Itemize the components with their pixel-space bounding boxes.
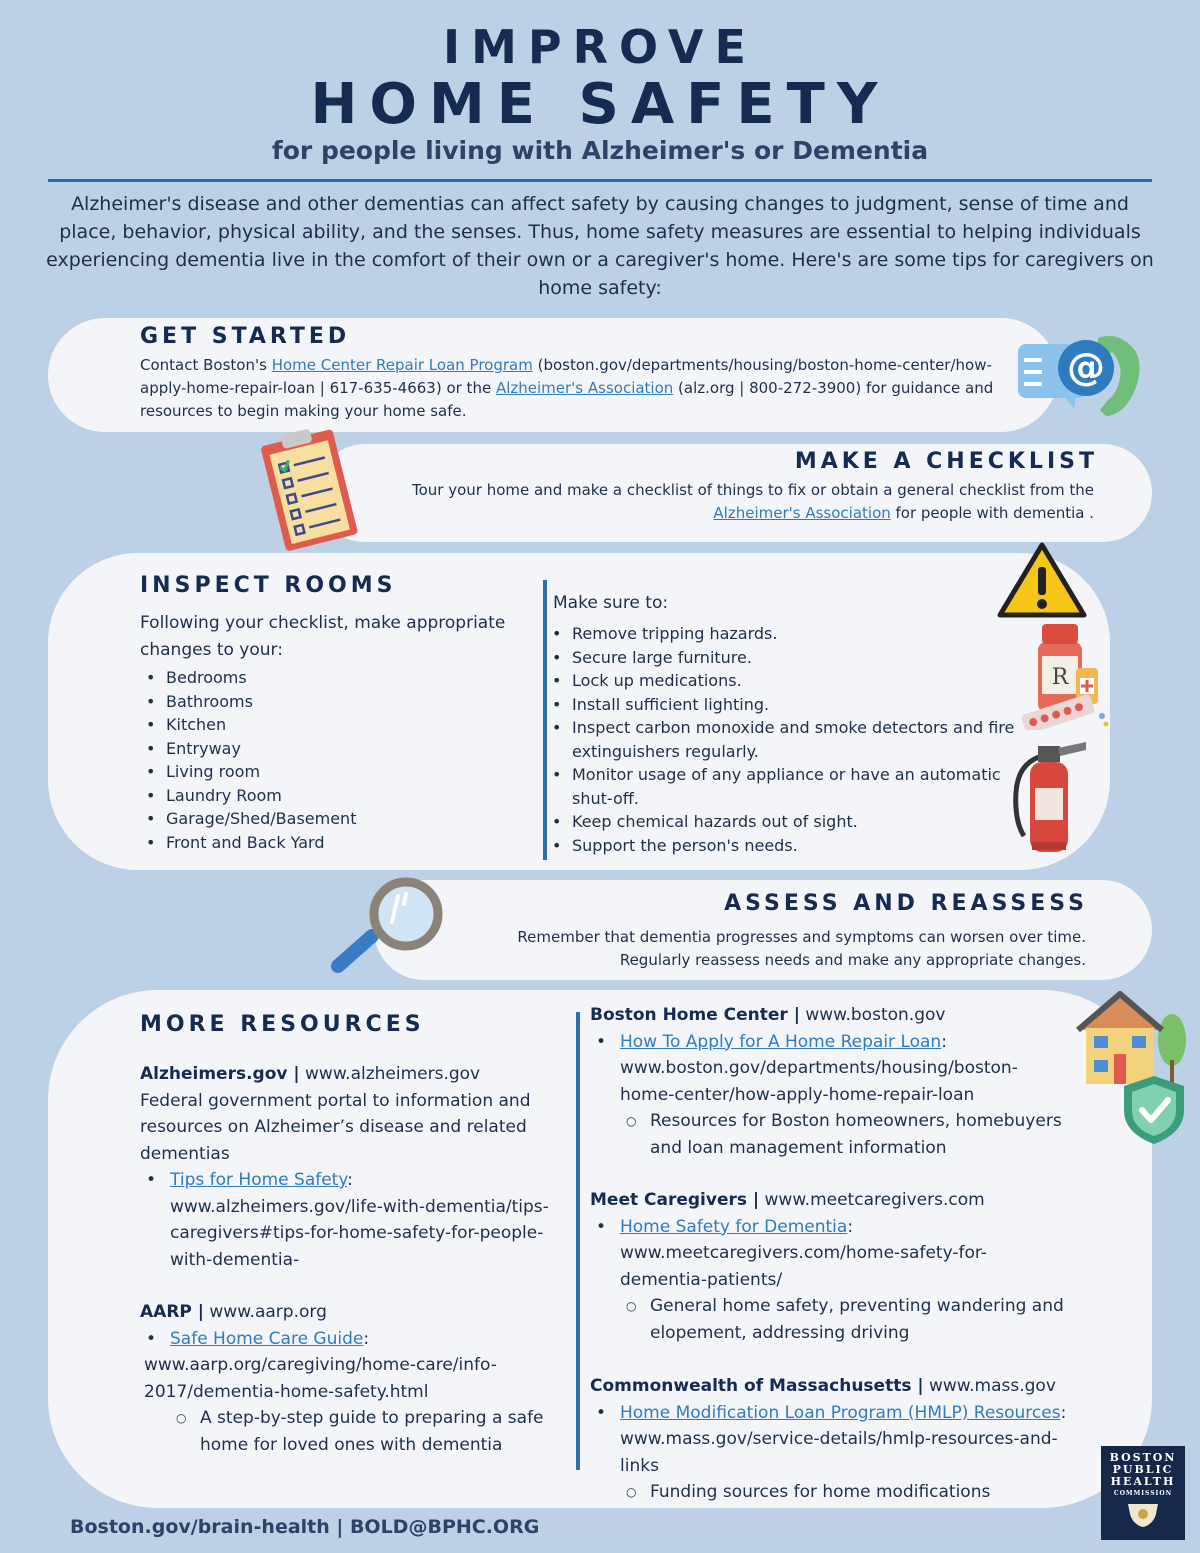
resources-divider [576,1012,580,1470]
checklist-text: Tour your home and make a checklist of things to fix or obtain a general checklist from the Alzheimer's Association for people with dementia . [411,481,1094,522]
list-item: • Support the person's needs. [546,834,1028,858]
home-center-repair-loan-link[interactable]: Home Center Repair Loan Program [271,356,533,374]
get-started-text: Contact Boston's Home Center Repair Loan Program (boston.gov/departments/housing/boston-home-center/how-apply-home-repair-loan | 617-635-4663) or the Alzheimer's Association (alz.org | 800-272-3900) for guidance and resources to begin making your home safe. [140,356,994,420]
list-item: • Lock up medications. [546,669,1028,693]
list-item: • Entryway [140,737,520,761]
title-divider [48,179,1152,182]
get-started-heading: GET STARTED [140,324,351,349]
list-item: • How To Apply for A Home Repair Loan: www.boston.gov/departments/housing/boston-home-center/how-apply-home-repair-loan [590,1029,1070,1109]
list-item: • Living room [140,760,520,784]
subtitle: for people living with Alzheimer's or Dementia [271,136,929,165]
alzheimers-association-checklist-link[interactable]: Alzheimer's Association [713,504,891,522]
svg-text:R: R [1051,665,1069,690]
seal-icon [1126,1500,1160,1528]
checklist-panel [316,444,1152,542]
shield-check-icon [1120,1074,1188,1146]
safe-home-care-guide-link[interactable]: Safe Home Care Guide [170,1328,364,1349]
list-item: • Home Modification Loan Program (HMLP) Resources: www.mass.gov/service-details/hmlp-resources-and-links [590,1400,1070,1480]
list-item: • Kitchen [140,713,520,737]
alzheimers-gov-resource: Alzheimers.gov | www.alzheimers.gov Federal government portal to information and resources on Alzheimer’s disease and related dementias • Tips for Home Safety: www.alzheimers.gov/life-with-dementia/tips-caregivers#tips-for-home-safety-for-people-with-dementia- [140,1061,570,1273]
title-line-2: HOME SAFETY [310,72,890,137]
list-item: • Bedrooms [140,666,520,690]
list-item: • Remove tripping hazards. [546,622,1028,646]
list-item: • Secure large furniture. [546,646,1028,670]
safety-tips-list [546,622,1028,857]
checklist-heading: MAKE A CHECKLIST [794,449,1098,474]
fire-extinguisher-icon [1008,738,1090,856]
home-repair-loan-link[interactable]: How To Apply for A Home Repair Loan [620,1031,942,1052]
list-item: • Safe Home Care Guide: [140,1326,580,1353]
assess-panel [374,880,1152,980]
list-item: • Bathrooms [140,690,520,714]
list-item: • Home Safety for Dementia: www.meetcaregivers.com/home-safety-for-dementia-patients/ [590,1214,1030,1294]
tips-for-home-safety-link[interactable]: Tips for Home Safety [170,1170,348,1190]
rooms-list [140,666,520,854]
assess-heading: ASSESS AND REASSESS [724,891,1088,916]
list-item: ○ Funding sources for home modifications [620,1479,1100,1506]
contact-icon [1016,330,1146,422]
warning-icon [996,541,1088,619]
list-item: • Monitor usage of any appliance or have an automatic shut-off. [546,763,1028,810]
boston-home-center-resource: Boston Home Center | www.boston.gov • How To Apply for A Home Repair Loan: www.boston.gov/departments/housing/boston-home-center/how-apply-home-repair-loan ○ Resources for Boston homeowners, homebuyers and loan management information [590,1002,1080,1161]
meet-caregivers-resource: Meet Caregivers | www.meetcaregivers.com • Home Safety for Dementia: www.meetcaregivers.com/home-safety-for-dementia-patients/ ○ General home safety, preventing wandering and elopement, addressing driving [590,1187,1100,1346]
list-item: ○ A step-by-step guide to preparing a safe home for loved ones with dementia [170,1405,580,1458]
assess-text: Remember that dementia progresses and symptoms can worsen over time. Regularly reassess needs and make any appropriate changes. [517,928,1086,969]
massachusetts-resource: Commonwealth of Massachusetts | www.mass.gov • Home Modification Loan Program (HMLP) Resources: www.mass.gov/service-details/hmlp-resources-and-links ○ Funding sources for home modifications [590,1373,1100,1506]
make-sure-label: Make sure to: [553,593,669,613]
resources-heading: MORE RESOURCES [140,1012,425,1037]
list-item: ○ General home safety, preventing wandering and elopement, addressing driving [620,1293,1100,1346]
bphc-logo: BOSTON PUBLIC HEALTH COMMISSION [1101,1446,1185,1540]
magnifier-icon [326,874,450,978]
get-started-panel [48,318,1058,432]
alzheimers-association-link[interactable]: Alzheimer's Association [495,379,674,397]
hmlp-resources-link[interactable]: Home Modification Loan Program (HMLP) Resources [620,1402,1061,1423]
aarp-resource: AARP | www.aarp.org • Safe Home Care Guide: www.aarp.org/caregiving/home-care/info-2017/dementia-home-safety.html ○ A step-by-step guide to preparing a safe home for loved ones with dementia [140,1299,580,1458]
inspect-rooms-panel [48,553,1110,870]
title-line-1: IMPROVE [443,20,757,74]
clipboard-icon [258,424,362,554]
list-item: • Laundry Room [140,784,520,808]
list-item: • Tips for Home Safety: www.alzheimers.gov/life-with-dementia/tips-caregivers#tips-for-home-safety-for-people-with-dementia- [140,1167,570,1273]
inspect-rooms-heading: INSPECT ROOMS [140,573,397,598]
list-item: ○ Resources for Boston homeowners, homebuyers and loan management information [620,1108,1080,1161]
footer-contact[interactable]: Boston.gov/brain-health | BOLD@BPHC.ORG [70,1516,540,1538]
inspect-rooms-intro: Following your checklist, make appropriate changes to your: [140,613,506,660]
list-item: • Garage/Shed/Basement [140,807,520,831]
home-safety-for-dementia-link[interactable]: Home Safety for Dementia [620,1216,848,1237]
medication-icon [1018,620,1114,730]
resources-panel [48,990,1152,1508]
list-item: • Keep chemical hazards out of sight. [546,810,1028,834]
svg-text:@: @ [1067,345,1105,389]
list-item: • Front and Back Yard [140,831,520,855]
list-item: • Inspect carbon monoxide and smoke detectors and fire extinguishers regularly. [546,716,1028,763]
list-item: • Install sufficient lighting. [546,693,1028,717]
intro-paragraph: Alzheimer's disease and other dementias can affect safety by causing changes to judgment, sense of time and place, behavior, physical ability, and the senses. Thus, home safety measures are essential to helping individuals experiencing dementia live in the comfort of their own or a caregiver's home. Here's are some tips for caregivers on home safety: [46,193,1154,299]
